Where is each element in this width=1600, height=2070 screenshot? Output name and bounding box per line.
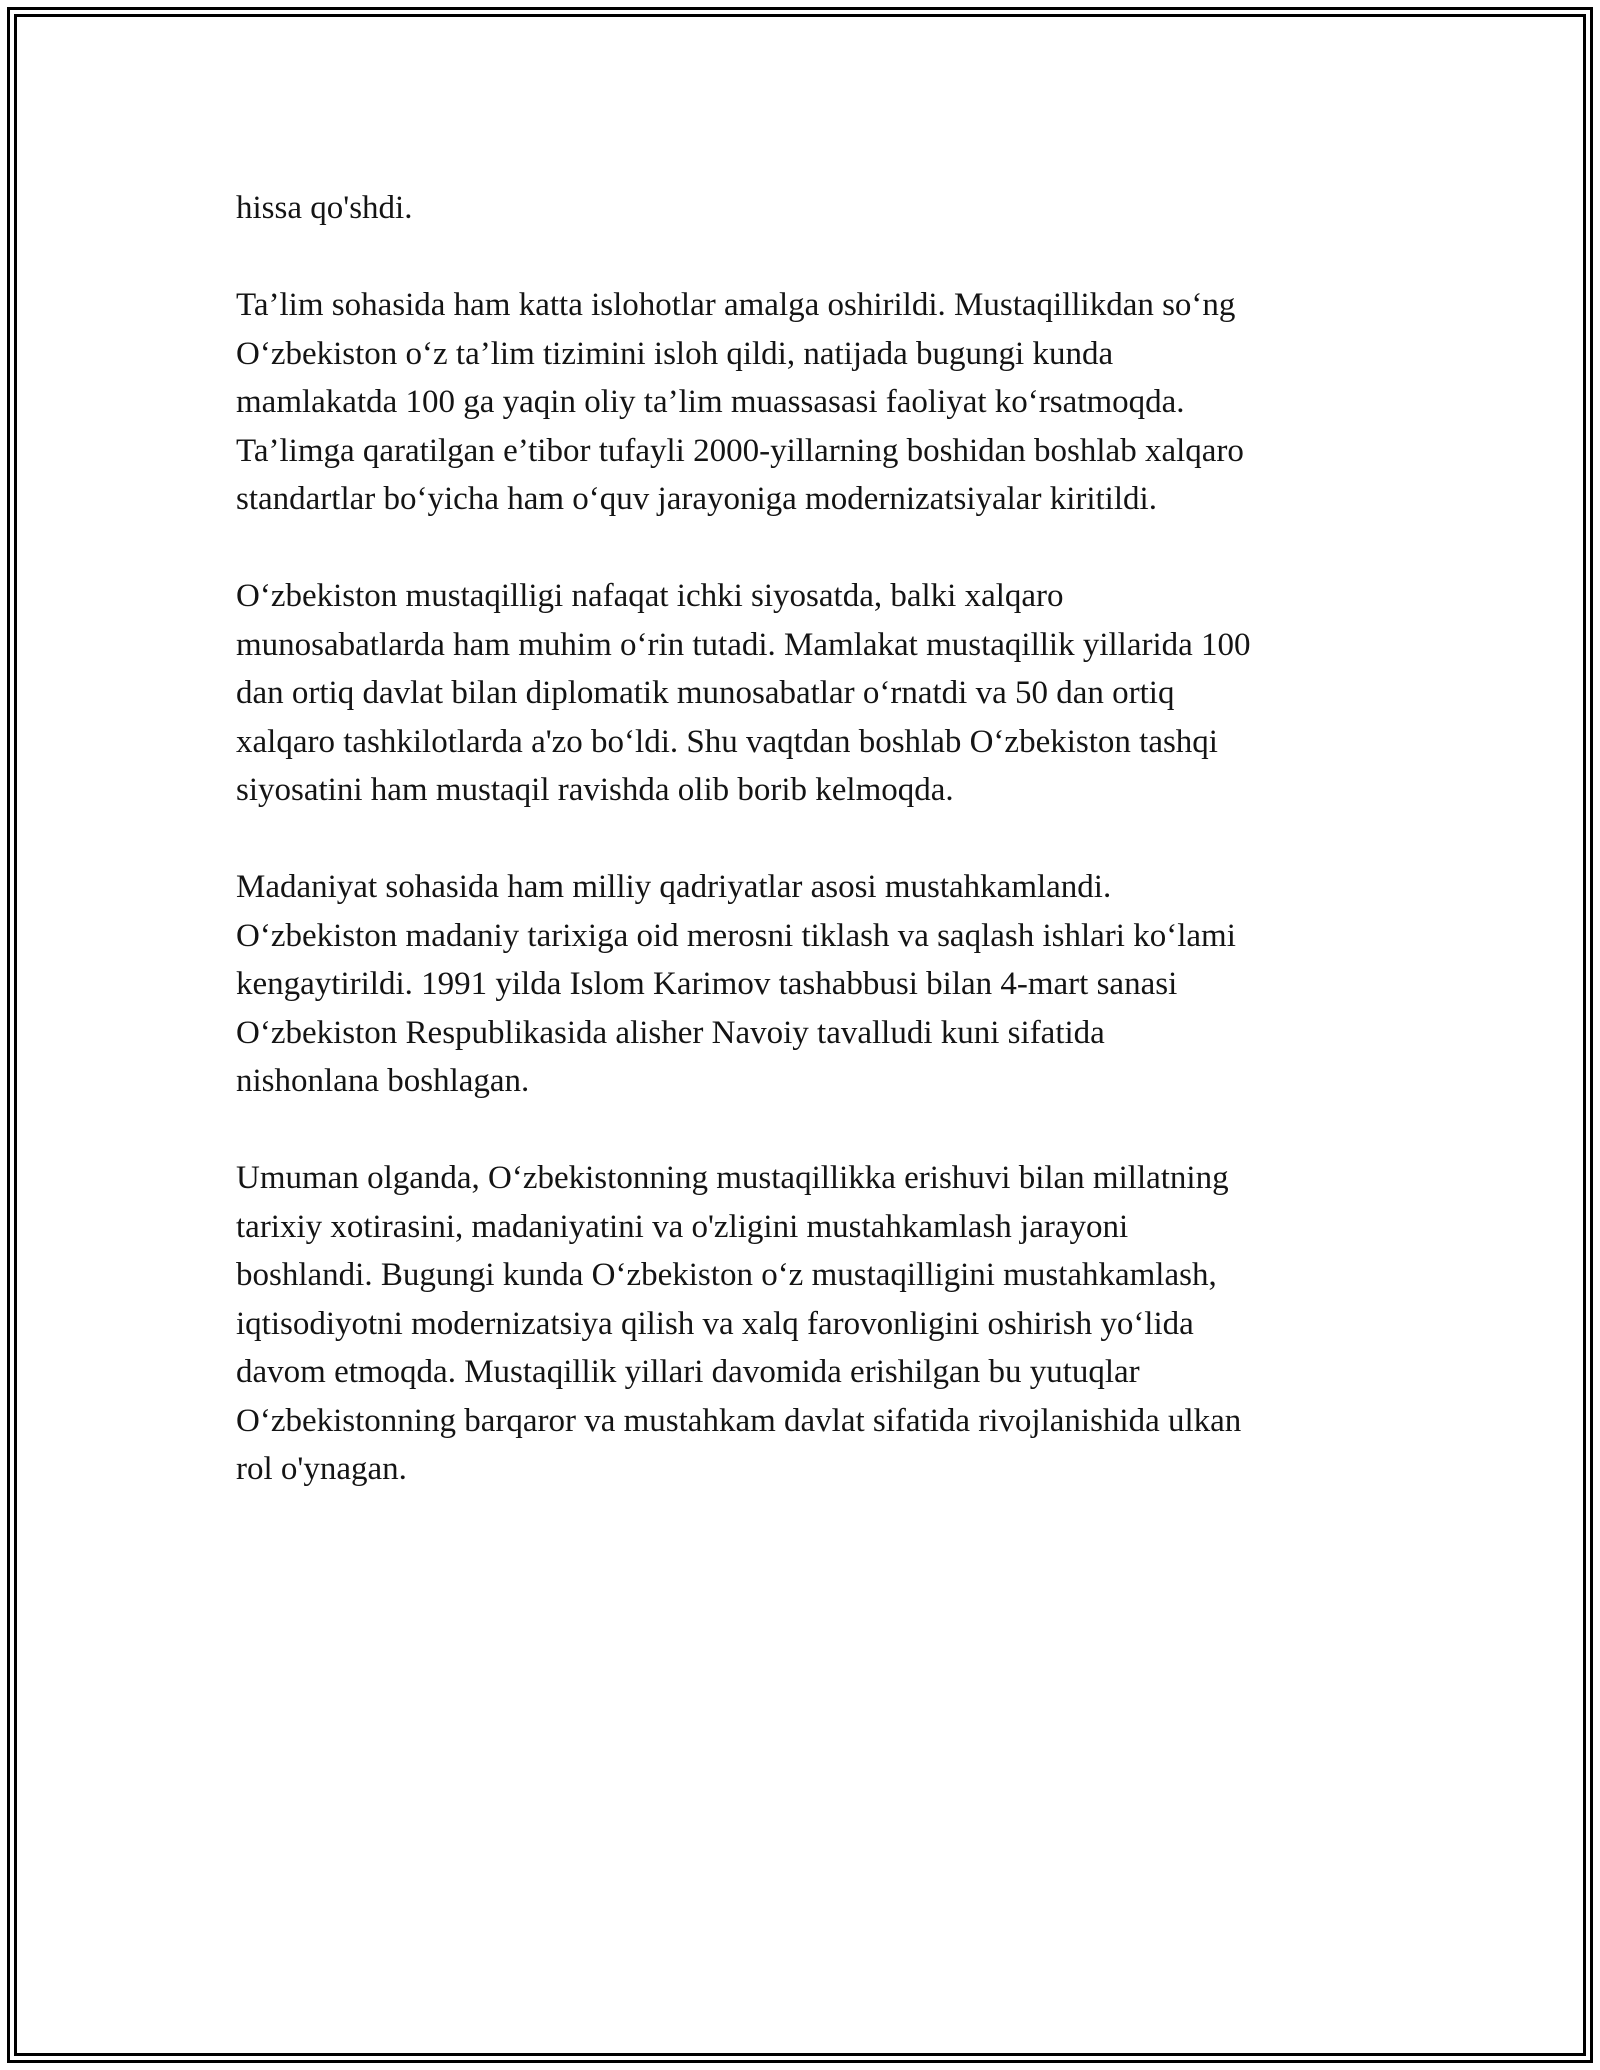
document-body (236, 184, 1396, 1494)
paragraph-conclusion: Umuman olganda, O‘zbekistonning mustaqillikka erishuvi bilan millatning tarixiy xotirasini, madaniyatini va o'zligini mustahkamlash jarayoni boshlandi. Bugungi kunda O‘zbekiston o‘z mustaqilligini mustahkamlash, iqtisodiyotni modernizatsiya qilish va xalq farovonligini oshirish yo‘lida davom etmoqda. Mustaqillik yillari davomida erishilgan bu yutuqlar O‘zbekistonning barqaror va mustahkam davlat sifatida rivojlanishida ulkan rol o'ynagan. (236, 1160, 1242, 1487)
paragraph-culture: Madaniyat sohasida ham milliy qadriyatlar asosi mustahkamlandi. O‘zbekiston madaniy tarixiga oid merosni tiklash va saqlash ishlari ko‘lami kengaytirildi. 1991 yilda Islom Karimov tashabbusi bilan 4-mart sanasi O‘zbekiston Respublikasida alisher Navoiy tavalludi kuni sifatida nishonlana boshlagan. (236, 869, 1236, 1099)
paragraph-foreign-relations: O‘zbekiston mustaqilligi nafaqat ichki siyosatda, balki xalqaro munosabatlarda ham muhim o‘rin tutadi. Mamlakat mustaqillik yillarida 100 dan ortiq davlat bilan diplomatik munosabatlar o‘rnatdi va 50 dan ortiq xalqaro tashkilotlarda a'zo bo‘ldi. Shu vaqtdan boshlab O‘zbekiston tashqi siyosatini ham mustaqil ravishda olib borib kelmoqda. (236, 578, 1251, 808)
paragraph-education: Ta’lim sohasida ham katta islohotlar amalga oshirildi. Mustaqillikdan so‘ng O‘zbekiston o‘z ta’lim tizimini isloh qildi, natijada bugungi kunda mamlakatda 100 ga yaqin oliy ta’lim muassasasi faoliyat ko‘rsatmoqda. Ta’limga qaratilgan e’tibor tufayli 2000-yillarning boshidan boshlab xalqaro standartlar bo‘yicha ham o‘quv jarayoniga modernizatsiyalar kiritildi. (236, 287, 1244, 517)
paragraph-continuation: hissa qo'shdi. (236, 190, 413, 226)
